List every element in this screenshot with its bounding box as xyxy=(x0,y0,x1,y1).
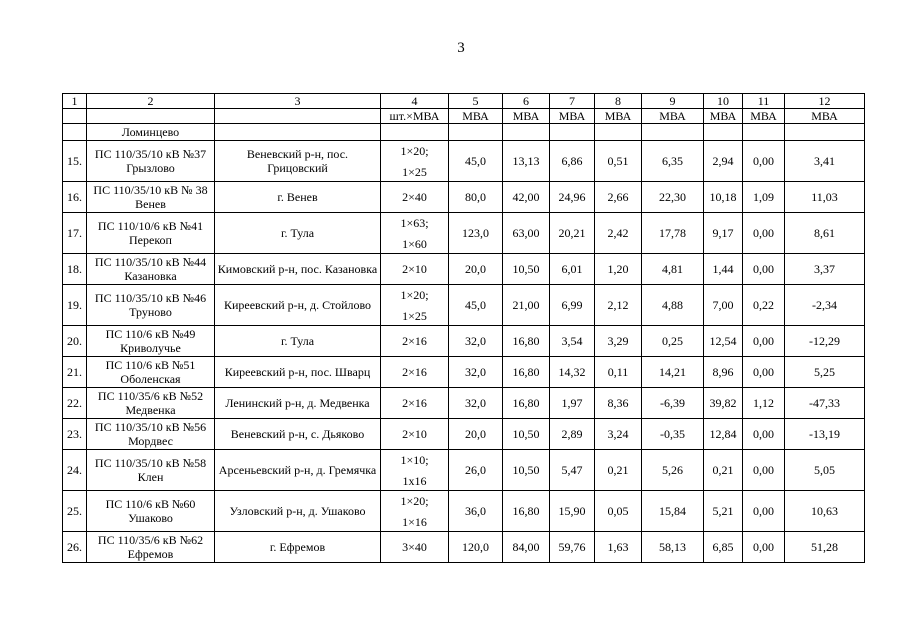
cell-capacity xyxy=(381,450,449,491)
cell-name: ПС 110/35/6 кВ №62 Ефремов xyxy=(87,532,215,563)
cell-v8: 2,42 xyxy=(595,213,642,254)
table-row xyxy=(63,532,865,563)
cell-v6: 10,50 xyxy=(503,419,550,450)
capacity-line: 1×60 xyxy=(402,236,427,251)
cell-name: ПС 110/10/6 кВ №41 Перекоп xyxy=(87,213,215,254)
cell-v12: -13,19 xyxy=(785,419,865,450)
cell-v12: 10,63 xyxy=(785,491,865,532)
header-unit-8: МВА xyxy=(595,109,642,124)
header-col-8: 8 xyxy=(595,94,642,109)
cell-v11: 0,00 xyxy=(743,357,785,388)
cell-v12: -2,34 xyxy=(785,285,865,326)
cell-name: ПС 110/35/10 кВ №37 Грызлово xyxy=(87,141,215,182)
cell-v5: 123,0 xyxy=(449,213,503,254)
cell-v11: 0,00 xyxy=(743,254,785,285)
cell-v5: 20,0 xyxy=(449,419,503,450)
cell-v10: 2,94 xyxy=(704,141,743,182)
cell-v10: 39,82 xyxy=(704,388,743,419)
cell-v8: 1,63 xyxy=(595,532,642,563)
cell-location: Ленинский р-н, д. Медвенка xyxy=(215,388,381,419)
cell-v12: -47,33 xyxy=(785,388,865,419)
table-row xyxy=(63,419,865,450)
table-row xyxy=(63,326,865,357)
cell-v7: 1,97 xyxy=(550,388,595,419)
cell-v7: 15,90 xyxy=(550,491,595,532)
cell-v10: 5,21 xyxy=(704,491,743,532)
cell-capacity: 2×10 xyxy=(381,419,449,450)
cell-v9: 17,78 xyxy=(642,213,704,254)
capacity-line: 1×20; xyxy=(400,143,429,158)
cell-v11: 1,09 xyxy=(743,182,785,213)
cell-v6: 63,00 xyxy=(503,213,550,254)
cell-v7 xyxy=(550,124,595,141)
capacity-line: 1×10; xyxy=(400,452,429,467)
cell-v10: 0,21 xyxy=(704,450,743,491)
cell-v11: 0,00 xyxy=(743,326,785,357)
page-number: 3 xyxy=(457,40,465,56)
header-col-7: 7 xyxy=(550,94,595,109)
cell-v11: 0,22 xyxy=(743,285,785,326)
cell-v10: 6,85 xyxy=(704,532,743,563)
cell-v6: 84,00 xyxy=(503,532,550,563)
cell-v9: -0,35 xyxy=(642,419,704,450)
cell-location: Арсеньевский р-н, д. Гремячка xyxy=(215,450,381,491)
cell-capacity: 2×10 xyxy=(381,254,449,285)
cell-v9: 15,84 xyxy=(642,491,704,532)
cell-v6: 16,80 xyxy=(503,388,550,419)
cell-v6: 16,80 xyxy=(503,491,550,532)
cell-v5: 120,0 xyxy=(449,532,503,563)
cell-location: Веневский р-н, пос. Грицовский xyxy=(215,141,381,182)
header-col-11: 11 xyxy=(743,94,785,109)
cell-index xyxy=(63,124,87,141)
cell-name: ПС 110/6 кВ №51 Оболенская xyxy=(87,357,215,388)
cell-v8: 1,20 xyxy=(595,254,642,285)
cell-name: Ломинцево xyxy=(87,124,215,141)
capacity-line: 1×20; xyxy=(400,287,429,302)
cell-v7: 6,01 xyxy=(550,254,595,285)
capacity-line: 1×16 xyxy=(402,514,427,529)
cell-name: ПС 110/6 кВ №49 Криволучье xyxy=(87,326,215,357)
cell-v7: 14,32 xyxy=(550,357,595,388)
cell-v7: 24,96 xyxy=(550,182,595,213)
header-col-12: 12 xyxy=(785,94,865,109)
cell-capacity xyxy=(381,124,449,141)
header-col-4: 4 xyxy=(381,94,449,109)
cell-v11: 0,00 xyxy=(743,141,785,182)
cell-v8: 2,12 xyxy=(595,285,642,326)
cell-v7: 59,76 xyxy=(550,532,595,563)
cell-v8: 0,05 xyxy=(595,491,642,532)
cell-v9: 6,35 xyxy=(642,141,704,182)
header-unit-row xyxy=(63,109,865,124)
cell-v12: 8,61 xyxy=(785,213,865,254)
table-row xyxy=(63,254,865,285)
cell-v5 xyxy=(449,124,503,141)
cell-index: 26. xyxy=(63,532,87,563)
cell-v9 xyxy=(642,124,704,141)
cell-index: 19. xyxy=(63,285,87,326)
cell-v11: 0,00 xyxy=(743,213,785,254)
cell-v5: 45,0 xyxy=(449,285,503,326)
cell-v9: 14,21 xyxy=(642,357,704,388)
cell-v6 xyxy=(503,124,550,141)
cell-v8 xyxy=(595,124,642,141)
cell-v9: 22,30 xyxy=(642,182,704,213)
cell-v7: 20,21 xyxy=(550,213,595,254)
header-unit-4: шт.×МВА xyxy=(381,109,449,124)
cell-capacity: 2×40 xyxy=(381,182,449,213)
cell-v12: 5,05 xyxy=(785,450,865,491)
cell-v12 xyxy=(785,124,865,141)
cell-capacity xyxy=(381,141,449,182)
cell-v9: 58,13 xyxy=(642,532,704,563)
cell-capacity: 3×40 xyxy=(381,532,449,563)
cell-v12: 51,28 xyxy=(785,532,865,563)
cell-v11 xyxy=(743,124,785,141)
cell-location: г. Тула xyxy=(215,326,381,357)
cell-name: ПС 110/6 кВ №60 Ушаково xyxy=(87,491,215,532)
header-unit-9: МВА xyxy=(642,109,704,124)
cell-v8: 0,21 xyxy=(595,450,642,491)
cell-index: 21. xyxy=(63,357,87,388)
capacity-line: 1×20; xyxy=(400,493,429,508)
header-col-3: 3 xyxy=(215,94,381,109)
capacity-stack xyxy=(383,144,446,179)
cell-v6: 16,80 xyxy=(503,326,550,357)
cell-index: 23. xyxy=(63,419,87,450)
cell-v7: 3,54 xyxy=(550,326,595,357)
cell-name: ПС 110/35/6 кВ №52 Медвенка xyxy=(87,388,215,419)
cell-capacity: 2×16 xyxy=(381,326,449,357)
cell-v11: 1,12 xyxy=(743,388,785,419)
header-col-2: 2 xyxy=(87,94,215,109)
cell-index: 25. xyxy=(63,491,87,532)
cell-v5: 45,0 xyxy=(449,141,503,182)
cell-capacity xyxy=(381,491,449,532)
header-col-1: 1 xyxy=(63,94,87,109)
cell-v10: 10,18 xyxy=(704,182,743,213)
capacity-stack xyxy=(383,494,446,529)
cell-v5: 32,0 xyxy=(449,388,503,419)
capacity-line: 1×63; xyxy=(400,215,429,230)
cell-index: 16. xyxy=(63,182,87,213)
header-number-row xyxy=(63,94,865,109)
cell-v12: 5,25 xyxy=(785,357,865,388)
cell-v5: 80,0 xyxy=(449,182,503,213)
cell-location: г. Тула xyxy=(215,213,381,254)
table-row xyxy=(63,388,865,419)
header-col-6: 6 xyxy=(503,94,550,109)
cell-name: ПС 110/35/10 кВ №58 Клен xyxy=(87,450,215,491)
cell-v10: 12,84 xyxy=(704,419,743,450)
cell-name: ПС 110/35/10 кВ №56 Мордвес xyxy=(87,419,215,450)
cell-v11: 0,00 xyxy=(743,491,785,532)
capacity-line: 1×25 xyxy=(402,164,427,179)
header-unit-1 xyxy=(63,109,87,124)
substation-load-table xyxy=(62,93,865,563)
cell-v9: 4,88 xyxy=(642,285,704,326)
header-unit-6: МВА xyxy=(503,109,550,124)
cell-v9: 0,25 xyxy=(642,326,704,357)
cell-index: 22. xyxy=(63,388,87,419)
cell-v9: -6,39 xyxy=(642,388,704,419)
cell-v6: 42,00 xyxy=(503,182,550,213)
capacity-stack xyxy=(383,288,446,323)
cell-v5: 26,0 xyxy=(449,450,503,491)
cell-capacity xyxy=(381,285,449,326)
cell-v10: 12,54 xyxy=(704,326,743,357)
cell-name: ПС 110/35/10 кВ №46 Труново xyxy=(87,285,215,326)
header-unit-12: МВА xyxy=(785,109,865,124)
table-row xyxy=(63,491,865,532)
capacity-line: 1х16 xyxy=(402,473,427,488)
cell-capacity: 2×16 xyxy=(381,388,449,419)
cell-v5: 36,0 xyxy=(449,491,503,532)
cell-name: ПС 110/35/10 кВ №44 Казановка xyxy=(87,254,215,285)
cell-v9: 5,26 xyxy=(642,450,704,491)
cell-v11: 0,00 xyxy=(743,450,785,491)
cell-index: 15. xyxy=(63,141,87,182)
cell-v12: -12,29 xyxy=(785,326,865,357)
cell-v6: 13,13 xyxy=(503,141,550,182)
cell-index: 17. xyxy=(63,213,87,254)
cell-location xyxy=(215,124,381,141)
header-unit-11: МВА xyxy=(743,109,785,124)
cell-location: г. Венев xyxy=(215,182,381,213)
cell-v8: 2,66 xyxy=(595,182,642,213)
cell-v12: 3,41 xyxy=(785,141,865,182)
capacity-line: 1×25 xyxy=(402,308,427,323)
table-row xyxy=(63,213,865,254)
cell-v5: 32,0 xyxy=(449,357,503,388)
header-col-10: 10 xyxy=(704,94,743,109)
cell-index: 18. xyxy=(63,254,87,285)
cell-v10 xyxy=(704,124,743,141)
cell-v10: 7,00 xyxy=(704,285,743,326)
header-unit-5: МВА xyxy=(449,109,503,124)
cell-v8: 0,51 xyxy=(595,141,642,182)
cell-v12: 3,37 xyxy=(785,254,865,285)
table-row xyxy=(63,182,865,213)
cell-location: Киреевский р-н, д. Стойлово xyxy=(215,285,381,326)
cell-v9: 4,81 xyxy=(642,254,704,285)
cell-v7: 6,86 xyxy=(550,141,595,182)
table-row xyxy=(63,357,865,388)
header-unit-7: МВА xyxy=(550,109,595,124)
cell-location: Кимовский р-н, пос. Казановка xyxy=(215,254,381,285)
cell-capacity xyxy=(381,213,449,254)
continuation-row xyxy=(63,124,865,141)
cell-v7: 2,89 xyxy=(550,419,595,450)
header-col-5: 5 xyxy=(449,94,503,109)
cell-v6: 10,50 xyxy=(503,254,550,285)
cell-index: 20. xyxy=(63,326,87,357)
cell-v12: 11,03 xyxy=(785,182,865,213)
cell-v8: 3,29 xyxy=(595,326,642,357)
cell-v5: 20,0 xyxy=(449,254,503,285)
cell-v8: 8,36 xyxy=(595,388,642,419)
header-unit-2 xyxy=(87,109,215,124)
header-unit-3 xyxy=(215,109,381,124)
cell-index: 24. xyxy=(63,450,87,491)
capacity-stack xyxy=(383,216,446,251)
cell-v6: 16,80 xyxy=(503,357,550,388)
cell-v6: 21,00 xyxy=(503,285,550,326)
cell-v10: 8,96 xyxy=(704,357,743,388)
cell-capacity: 2×16 xyxy=(381,357,449,388)
header-col-9: 9 xyxy=(642,94,704,109)
cell-location: Веневский р-н, с. Дьяково xyxy=(215,419,381,450)
cell-v10: 9,17 xyxy=(704,213,743,254)
cell-v8: 0,11 xyxy=(595,357,642,388)
cell-location: г. Ефремов xyxy=(215,532,381,563)
cell-v7: 6,99 xyxy=(550,285,595,326)
table-row xyxy=(63,285,865,326)
header-unit-10: МВА xyxy=(704,109,743,124)
cell-name: ПС 110/35/10 кВ № 38 Венев xyxy=(87,182,215,213)
cell-v5: 32,0 xyxy=(449,326,503,357)
cell-v6: 10,50 xyxy=(503,450,550,491)
capacity-stack xyxy=(383,453,446,488)
cell-v10: 1,44 xyxy=(704,254,743,285)
table-row xyxy=(63,141,865,182)
cell-v7: 5,47 xyxy=(550,450,595,491)
cell-v11: 0,00 xyxy=(743,419,785,450)
cell-v11: 0,00 xyxy=(743,532,785,563)
cell-location: Узловский р-н, д. Ушаково xyxy=(215,491,381,532)
cell-location: Киреевский р-н, пос. Шварц xyxy=(215,357,381,388)
table-row xyxy=(63,450,865,491)
cell-v8: 3,24 xyxy=(595,419,642,450)
